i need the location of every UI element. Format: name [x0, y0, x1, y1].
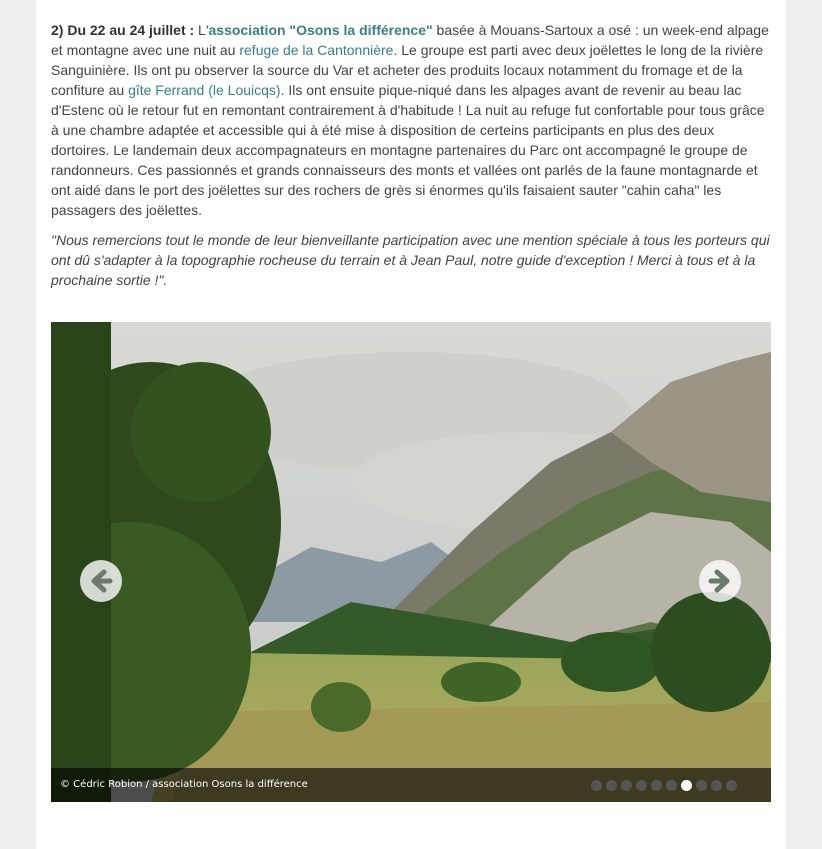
paragraph-text: basée à Mouans-Sartoux a osé : un week-end alpage et montagne avec une nuit au — [51, 22, 769, 58]
slide-dot[interactable] — [696, 780, 707, 791]
slide-dot[interactable] — [591, 780, 602, 791]
slide-dot[interactable] — [636, 780, 647, 791]
photo-slider[interactable] — [51, 322, 771, 802]
paragraph-text: . Ils ont ensuite pique-niqué dans les alpages avant de revenir au beau lac d'Estenc où le retour fut en remontant contrairement à d'habitude ! La nuit au refuge fut confortable pour tous grâce à une chambre adaptée et accessible qui à été mise à disposition de certeins participants en plus des deux dortoires. Le landemain deux accompagnateurs en montagne partenaires du Parc ont accompagné le groupe de randonneurs. Ces passionnés et grands connaisseurs des monts et vallées ont parlés de la faune montagnarde et ont aidé dans le port des joëlettes sur des rochers de grès si énormes qu'ils faisaient sauter "cahin caha" les passagers des joëlettes. — [51, 82, 765, 218]
refuge-link[interactable]: refuge de la Cantonnière — [239, 42, 394, 58]
previous-slide-button[interactable] — [80, 560, 122, 602]
slide-dot[interactable] — [726, 780, 737, 791]
arrow-left-icon — [80, 560, 122, 602]
gite-link[interactable]: gîte Ferrand (le Louicqs) — [128, 82, 281, 98]
date-label: 2) Du 22 au 24 juillet : — [51, 22, 195, 38]
article-card — [36, 0, 786, 849]
article-paragraph — [51, 20, 775, 220]
caption-bar — [51, 768, 771, 802]
association-link[interactable]: association "Osons la différence" — [208, 22, 433, 38]
slide-dot[interactable] — [651, 780, 662, 791]
slide-dot[interactable] — [666, 780, 677, 791]
slide-dot[interactable] — [711, 780, 722, 791]
article-text — [51, 20, 775, 290]
quote-paragraph: "Nous remercions tout le monde de leur bienveillante participation avec une mention spéciale à tous les porteurs qui ont dû s'adapter à la topographie rocheuse du terrain et à Jean Paul, notre guide d'exception ! Merci à tous et à la prochaine sortie !". — [51, 232, 770, 288]
paragraph-text: . Le groupe est parti avec deux joëlettes le long de la rivière Sanguinière. Ils ont pu observer la source du Var et acheter des produits locaux notamment du fromage et de la confiture au — [51, 42, 764, 98]
paragraph-text: L' — [194, 22, 209, 38]
slide-indicators — [591, 780, 737, 791]
mountain-valley-photo — [51, 322, 771, 802]
arrow-right-icon — [699, 560, 741, 602]
slide-dot[interactable] — [681, 780, 692, 791]
next-slide-button[interactable] — [699, 560, 741, 602]
photo-credit: © Cédric Robion / association Osons la différence — [60, 779, 308, 790]
slide-dot[interactable] — [621, 780, 632, 791]
slide-dot[interactable] — [606, 780, 617, 791]
